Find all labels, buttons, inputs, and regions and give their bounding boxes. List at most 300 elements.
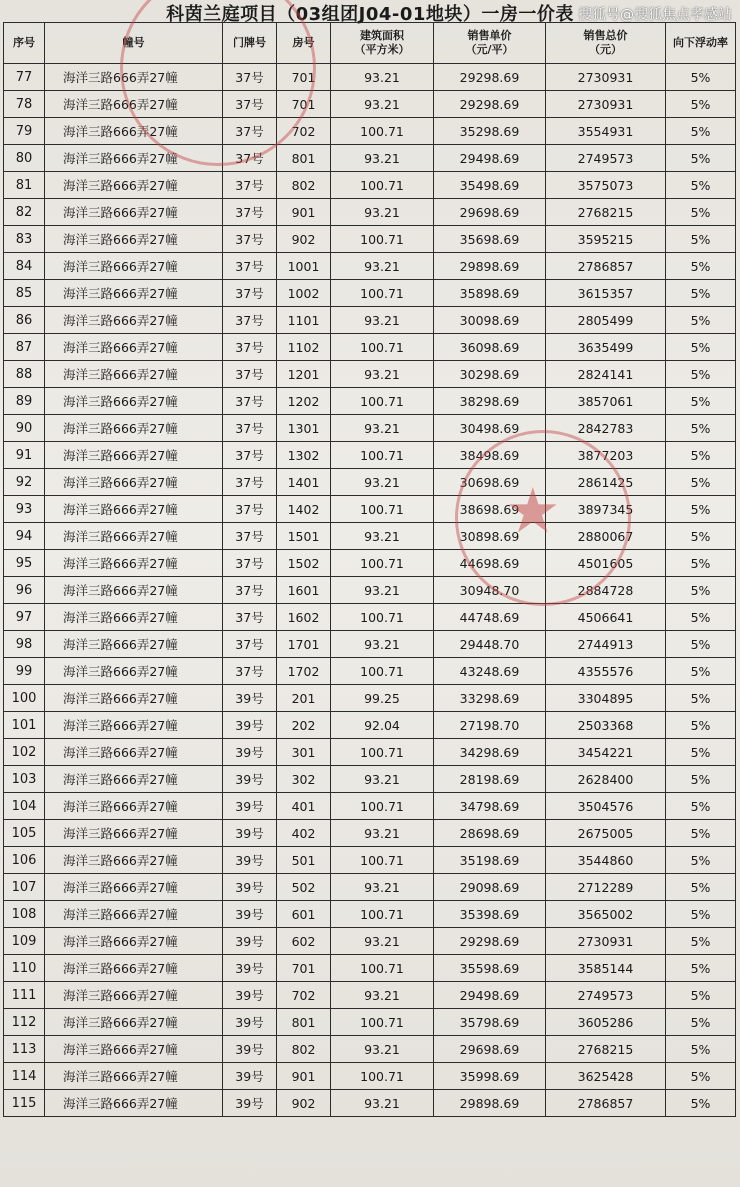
cell-seq: 79: [4, 118, 45, 145]
cell-float-rate: 5%: [666, 145, 736, 172]
cell-seq: 88: [4, 361, 45, 388]
cell-unit-price: 29498.69: [434, 145, 546, 172]
table-row: [4, 766, 736, 793]
cell-total-price: 2744913: [546, 631, 666, 658]
cell-unit-price: 28698.69: [434, 820, 546, 847]
cell-seq: 84: [4, 253, 45, 280]
table-row: [4, 118, 736, 145]
cell-total-price: 2786857: [546, 253, 666, 280]
cell-building: 海洋三路666弄27幢: [45, 469, 223, 496]
table-row: [4, 226, 736, 253]
cell-unit-price: 29498.69: [434, 982, 546, 1009]
table-row: [4, 361, 736, 388]
cell-seq: 91: [4, 442, 45, 469]
table-row: [4, 1036, 736, 1063]
table-row: [4, 442, 736, 469]
cell-area: 100.71: [331, 739, 434, 766]
cell-float-rate: 5%: [666, 955, 736, 982]
cell-area: 93.21: [331, 469, 434, 496]
cell-total-price: 2861425: [546, 469, 666, 496]
seal-star-icon: ★: [505, 474, 561, 547]
cell-total-price: 3857061: [546, 388, 666, 415]
cell-door: 39号: [223, 739, 277, 766]
cell-area: 93.21: [331, 577, 434, 604]
table-row: [4, 874, 736, 901]
cell-area: 93.21: [331, 199, 434, 226]
table-row: [4, 1063, 736, 1090]
cell-door: 37号: [223, 361, 277, 388]
cell-building: 海洋三路666弄27幢: [45, 982, 223, 1009]
cell-float-rate: 5%: [666, 1009, 736, 1036]
header-total-price: 销售总价 （元）: [546, 23, 666, 64]
cell-float-rate: 5%: [666, 685, 736, 712]
cell-building: 海洋三路666弄27幢: [45, 604, 223, 631]
table-row: [4, 928, 736, 955]
table-row: [4, 685, 736, 712]
table-row: [4, 577, 736, 604]
cell-seq: 111: [4, 982, 45, 1009]
cell-room: 1001: [277, 253, 331, 280]
cell-door: 37号: [223, 388, 277, 415]
cell-room: 1501: [277, 523, 331, 550]
cell-unit-price: 27198.70: [434, 712, 546, 739]
cell-room: 402: [277, 820, 331, 847]
cell-float-rate: 5%: [666, 253, 736, 280]
table-row: [4, 199, 736, 226]
cell-building: 海洋三路666弄27幢: [45, 847, 223, 874]
cell-room: 902: [277, 1090, 331, 1117]
cell-room: 1102: [277, 334, 331, 361]
cell-total-price: 4501605: [546, 550, 666, 577]
cell-door: 39号: [223, 685, 277, 712]
cell-door: 37号: [223, 604, 277, 631]
cell-area: 93.21: [331, 874, 434, 901]
header-seq: 序号: [4, 23, 45, 64]
cell-seq: 95: [4, 550, 45, 577]
cell-door: 39号: [223, 982, 277, 1009]
cell-float-rate: 5%: [666, 415, 736, 442]
cell-seq: 105: [4, 820, 45, 847]
cell-area: 100.71: [331, 604, 434, 631]
cell-float-rate: 5%: [666, 388, 736, 415]
cell-door: 37号: [223, 307, 277, 334]
cell-unit-price: 38298.69: [434, 388, 546, 415]
cell-unit-price: 29698.69: [434, 199, 546, 226]
header-door: 门牌号: [223, 23, 277, 64]
cell-building: 海洋三路666弄27幢: [45, 199, 223, 226]
table-row: [4, 1009, 736, 1036]
cell-float-rate: 5%: [666, 307, 736, 334]
cell-door: 39号: [223, 901, 277, 928]
cell-total-price: 2880067: [546, 523, 666, 550]
cell-area: 93.21: [331, 820, 434, 847]
cell-seq: 106: [4, 847, 45, 874]
cell-area: 93.21: [331, 91, 434, 118]
table-row: [4, 793, 736, 820]
cell-door: 39号: [223, 874, 277, 901]
cell-unit-price: 29098.69: [434, 874, 546, 901]
cell-seq: 114: [4, 1063, 45, 1090]
cell-door: 37号: [223, 658, 277, 685]
cell-area: 100.71: [331, 955, 434, 982]
cell-building: 海洋三路666弄27幢: [45, 226, 223, 253]
cell-total-price: 2884728: [546, 577, 666, 604]
cell-float-rate: 5%: [666, 847, 736, 874]
cell-total-price: 3615357: [546, 280, 666, 307]
cell-total-price: 3565002: [546, 901, 666, 928]
cell-unit-price: 29298.69: [434, 64, 546, 91]
cell-float-rate: 5%: [666, 928, 736, 955]
cell-seq: 96: [4, 577, 45, 604]
cell-seq: 102: [4, 739, 45, 766]
table-row: [4, 334, 736, 361]
cell-unit-price: 43248.69: [434, 658, 546, 685]
cell-door: 39号: [223, 1009, 277, 1036]
cell-unit-price: 35898.69: [434, 280, 546, 307]
cell-total-price: 3454221: [546, 739, 666, 766]
cell-door: 37号: [223, 145, 277, 172]
cell-seq: 100: [4, 685, 45, 712]
cell-float-rate: 5%: [666, 766, 736, 793]
cell-unit-price: 30948.70: [434, 577, 546, 604]
cell-door: 37号: [223, 172, 277, 199]
cell-total-price: 2503368: [546, 712, 666, 739]
cell-unit-price: 35698.69: [434, 226, 546, 253]
cell-room: 301: [277, 739, 331, 766]
cell-total-price: 2824141: [546, 361, 666, 388]
table-row: [4, 469, 736, 496]
table-row: [4, 496, 736, 523]
cell-float-rate: 5%: [666, 793, 736, 820]
cell-door: 37号: [223, 577, 277, 604]
cell-seq: 101: [4, 712, 45, 739]
cell-seq: 77: [4, 64, 45, 91]
cell-building: 海洋三路666弄27幢: [45, 415, 223, 442]
cell-room: 1202: [277, 388, 331, 415]
cell-total-price: 3877203: [546, 442, 666, 469]
cell-building: 海洋三路666弄27幢: [45, 793, 223, 820]
cell-door: 37号: [223, 226, 277, 253]
cell-float-rate: 5%: [666, 280, 736, 307]
cell-door: 37号: [223, 550, 277, 577]
cell-building: 海洋三路666弄27幢: [45, 901, 223, 928]
cell-door: 37号: [223, 469, 277, 496]
cell-area: 99.25: [331, 685, 434, 712]
cell-seq: 90: [4, 415, 45, 442]
cell-door: 37号: [223, 415, 277, 442]
cell-room: 1502: [277, 550, 331, 577]
cell-room: 201: [277, 685, 331, 712]
cell-building: 海洋三路666弄27幢: [45, 172, 223, 199]
cell-seq: 113: [4, 1036, 45, 1063]
cell-area: 93.21: [331, 523, 434, 550]
cell-area: 100.71: [331, 388, 434, 415]
cell-seq: 81: [4, 172, 45, 199]
cell-float-rate: 5%: [666, 496, 736, 523]
header-unit-price: 销售单价 （元/平）: [434, 23, 546, 64]
cell-total-price: 2842783: [546, 415, 666, 442]
cell-total-price: 3595215: [546, 226, 666, 253]
cell-building: 海洋三路666弄27幢: [45, 631, 223, 658]
table-row: [4, 658, 736, 685]
cell-building: 海洋三路666弄27幢: [45, 307, 223, 334]
cell-room: 1602: [277, 604, 331, 631]
cell-unit-price: 35498.69: [434, 172, 546, 199]
cell-float-rate: 5%: [666, 199, 736, 226]
cell-door: 37号: [223, 253, 277, 280]
cell-door: 39号: [223, 928, 277, 955]
table-row: [4, 955, 736, 982]
cell-door: 37号: [223, 496, 277, 523]
cell-building: 海洋三路666弄27幢: [45, 874, 223, 901]
cell-total-price: 2749573: [546, 982, 666, 1009]
cell-door: 37号: [223, 91, 277, 118]
cell-building: 海洋三路666弄27幢: [45, 820, 223, 847]
cell-building: 海洋三路666弄27幢: [45, 577, 223, 604]
cell-door: 39号: [223, 1063, 277, 1090]
cell-seq: 110: [4, 955, 45, 982]
cell-seq: 82: [4, 199, 45, 226]
cell-room: 702: [277, 982, 331, 1009]
table-row: [4, 172, 736, 199]
cell-room: 801: [277, 145, 331, 172]
cell-unit-price: 30098.69: [434, 307, 546, 334]
cell-door: 39号: [223, 1036, 277, 1063]
cell-room: 1601: [277, 577, 331, 604]
cell-building: 海洋三路666弄27幢: [45, 928, 223, 955]
cell-building: 海洋三路666弄27幢: [45, 388, 223, 415]
cell-room: 701: [277, 955, 331, 982]
cell-total-price: 4506641: [546, 604, 666, 631]
cell-seq: 97: [4, 604, 45, 631]
cell-total-price: 2675005: [546, 820, 666, 847]
cell-unit-price: 28198.69: [434, 766, 546, 793]
cell-room: 1702: [277, 658, 331, 685]
cell-room: 902: [277, 226, 331, 253]
cell-room: 601: [277, 901, 331, 928]
cell-building: 海洋三路666弄27幢: [45, 145, 223, 172]
table-row: [4, 145, 736, 172]
cell-total-price: 2749573: [546, 145, 666, 172]
document-title: 科茵兰庭项目（03组团J04-01地块）一房一价表: [166, 4, 574, 25]
cell-seq: 85: [4, 280, 45, 307]
cell-float-rate: 5%: [666, 739, 736, 766]
cell-unit-price: 30498.69: [434, 415, 546, 442]
cell-seq: 87: [4, 334, 45, 361]
cell-room: 701: [277, 64, 331, 91]
cell-total-price: 2786857: [546, 1090, 666, 1117]
cell-float-rate: 5%: [666, 64, 736, 91]
cell-unit-price: 34298.69: [434, 739, 546, 766]
cell-seq: 89: [4, 388, 45, 415]
cell-room: 1301: [277, 415, 331, 442]
cell-building: 海洋三路666弄27幢: [45, 361, 223, 388]
table-body: [4, 64, 736, 1117]
cell-room: 802: [277, 1036, 331, 1063]
cell-room: 1101: [277, 307, 331, 334]
cell-area: 100.71: [331, 901, 434, 928]
cell-room: 401: [277, 793, 331, 820]
cell-float-rate: 5%: [666, 658, 736, 685]
cell-float-rate: 5%: [666, 901, 736, 928]
cell-area: 100.71: [331, 658, 434, 685]
header-area: 建筑面积 （平方米）: [331, 23, 434, 64]
cell-door: 37号: [223, 118, 277, 145]
cell-total-price: 3544860: [546, 847, 666, 874]
cell-building: 海洋三路666弄27幢: [45, 91, 223, 118]
cell-area: 100.71: [331, 226, 434, 253]
cell-unit-price: 29448.70: [434, 631, 546, 658]
cell-area: 93.21: [331, 982, 434, 1009]
cell-unit-price: 29898.69: [434, 1090, 546, 1117]
cell-door: 39号: [223, 793, 277, 820]
cell-area: 100.71: [331, 118, 434, 145]
cell-unit-price: 35798.69: [434, 1009, 546, 1036]
table-row: [4, 739, 736, 766]
cell-area: 93.21: [331, 361, 434, 388]
cell-seq: 92: [4, 469, 45, 496]
table-row: [4, 388, 736, 415]
cell-unit-price: 34798.69: [434, 793, 546, 820]
cell-area: 93.21: [331, 1036, 434, 1063]
cell-seq: 98: [4, 631, 45, 658]
cell-door: 39号: [223, 955, 277, 982]
cell-total-price: 2628400: [546, 766, 666, 793]
cell-room: 501: [277, 847, 331, 874]
table-row: [4, 91, 736, 118]
cell-float-rate: 5%: [666, 334, 736, 361]
table-header-row: [4, 23, 736, 64]
table-row: [4, 901, 736, 928]
cell-float-rate: 5%: [666, 604, 736, 631]
cell-area: 100.71: [331, 1009, 434, 1036]
cell-building: 海洋三路666弄27幢: [45, 334, 223, 361]
cell-seq: 103: [4, 766, 45, 793]
cell-area: 93.21: [331, 631, 434, 658]
source-watermark: 搜狐号@搜狐焦点孝感站: [578, 7, 732, 23]
cell-unit-price: 44698.69: [434, 550, 546, 577]
cell-total-price: 3635499: [546, 334, 666, 361]
table-row: [4, 982, 736, 1009]
cell-building: 海洋三路666弄27幢: [45, 955, 223, 982]
cell-area: 93.21: [331, 64, 434, 91]
table-row: [4, 64, 736, 91]
cell-seq: 99: [4, 658, 45, 685]
cell-area: 100.71: [331, 1063, 434, 1090]
cell-door: 39号: [223, 847, 277, 874]
cell-seq: 93: [4, 496, 45, 523]
cell-float-rate: 5%: [666, 172, 736, 199]
cell-building: 海洋三路666弄27幢: [45, 766, 223, 793]
cell-total-price: 4355576: [546, 658, 666, 685]
cell-unit-price: 29898.69: [434, 253, 546, 280]
header-room: 房号: [277, 23, 331, 64]
cell-total-price: 3625428: [546, 1063, 666, 1090]
cell-float-rate: 5%: [666, 550, 736, 577]
cell-total-price: 3504576: [546, 793, 666, 820]
cell-unit-price: 29298.69: [434, 91, 546, 118]
cell-room: 702: [277, 118, 331, 145]
table-row: [4, 604, 736, 631]
cell-building: 海洋三路666弄27幢: [45, 523, 223, 550]
cell-room: 1701: [277, 631, 331, 658]
cell-unit-price: 35398.69: [434, 901, 546, 928]
cell-door: 37号: [223, 442, 277, 469]
cell-float-rate: 5%: [666, 469, 736, 496]
cell-total-price: 2768215: [546, 1036, 666, 1063]
cell-area: 100.71: [331, 442, 434, 469]
cell-float-rate: 5%: [666, 712, 736, 739]
cell-building: 海洋三路666弄27幢: [45, 658, 223, 685]
cell-area: 100.71: [331, 280, 434, 307]
header-building: 幢号: [45, 23, 223, 64]
cell-area: 93.21: [331, 307, 434, 334]
cell-area: 93.21: [331, 145, 434, 172]
cell-seq: 83: [4, 226, 45, 253]
cell-float-rate: 5%: [666, 577, 736, 604]
cell-door: 39号: [223, 766, 277, 793]
cell-seq: 104: [4, 793, 45, 820]
cell-unit-price: 29698.69: [434, 1036, 546, 1063]
cell-area: 92.04: [331, 712, 434, 739]
cell-building: 海洋三路666弄27幢: [45, 1090, 223, 1117]
cell-unit-price: 36098.69: [434, 334, 546, 361]
cell-door: 37号: [223, 631, 277, 658]
cell-door: 37号: [223, 64, 277, 91]
cell-seq: 108: [4, 901, 45, 928]
cell-area: 100.71: [331, 172, 434, 199]
cell-unit-price: 35998.69: [434, 1063, 546, 1090]
cell-seq: 94: [4, 523, 45, 550]
table-row: [4, 253, 736, 280]
cell-float-rate: 5%: [666, 1036, 736, 1063]
cell-building: 海洋三路666弄27幢: [45, 496, 223, 523]
cell-room: 1002: [277, 280, 331, 307]
cell-door: 39号: [223, 820, 277, 847]
cell-seq: 109: [4, 928, 45, 955]
cell-room: 1402: [277, 496, 331, 523]
cell-float-rate: 5%: [666, 820, 736, 847]
cell-unit-price: 44748.69: [434, 604, 546, 631]
cell-total-price: 3585144: [546, 955, 666, 982]
table-row: [4, 523, 736, 550]
cell-total-price: 3575073: [546, 172, 666, 199]
cell-float-rate: 5%: [666, 361, 736, 388]
cell-seq: 86: [4, 307, 45, 334]
cell-total-price: 2712289: [546, 874, 666, 901]
cell-unit-price: 38698.69: [434, 496, 546, 523]
table-row: [4, 847, 736, 874]
cell-total-price: 2768215: [546, 199, 666, 226]
cell-seq: 112: [4, 1009, 45, 1036]
cell-room: 802: [277, 172, 331, 199]
cell-total-price: 3554931: [546, 118, 666, 145]
cell-unit-price: 30898.69: [434, 523, 546, 550]
cell-building: 海洋三路666弄27幢: [45, 442, 223, 469]
price-table: [3, 22, 736, 1117]
cell-unit-price: 35198.69: [434, 847, 546, 874]
cell-room: 901: [277, 1063, 331, 1090]
cell-unit-price: 29298.69: [434, 928, 546, 955]
cell-room: 1201: [277, 361, 331, 388]
cell-float-rate: 5%: [666, 874, 736, 901]
cell-float-rate: 5%: [666, 631, 736, 658]
cell-building: 海洋三路666弄27幢: [45, 253, 223, 280]
table-row: [4, 307, 736, 334]
cell-building: 海洋三路666弄27幢: [45, 712, 223, 739]
cell-seq: 107: [4, 874, 45, 901]
table-row: [4, 415, 736, 442]
